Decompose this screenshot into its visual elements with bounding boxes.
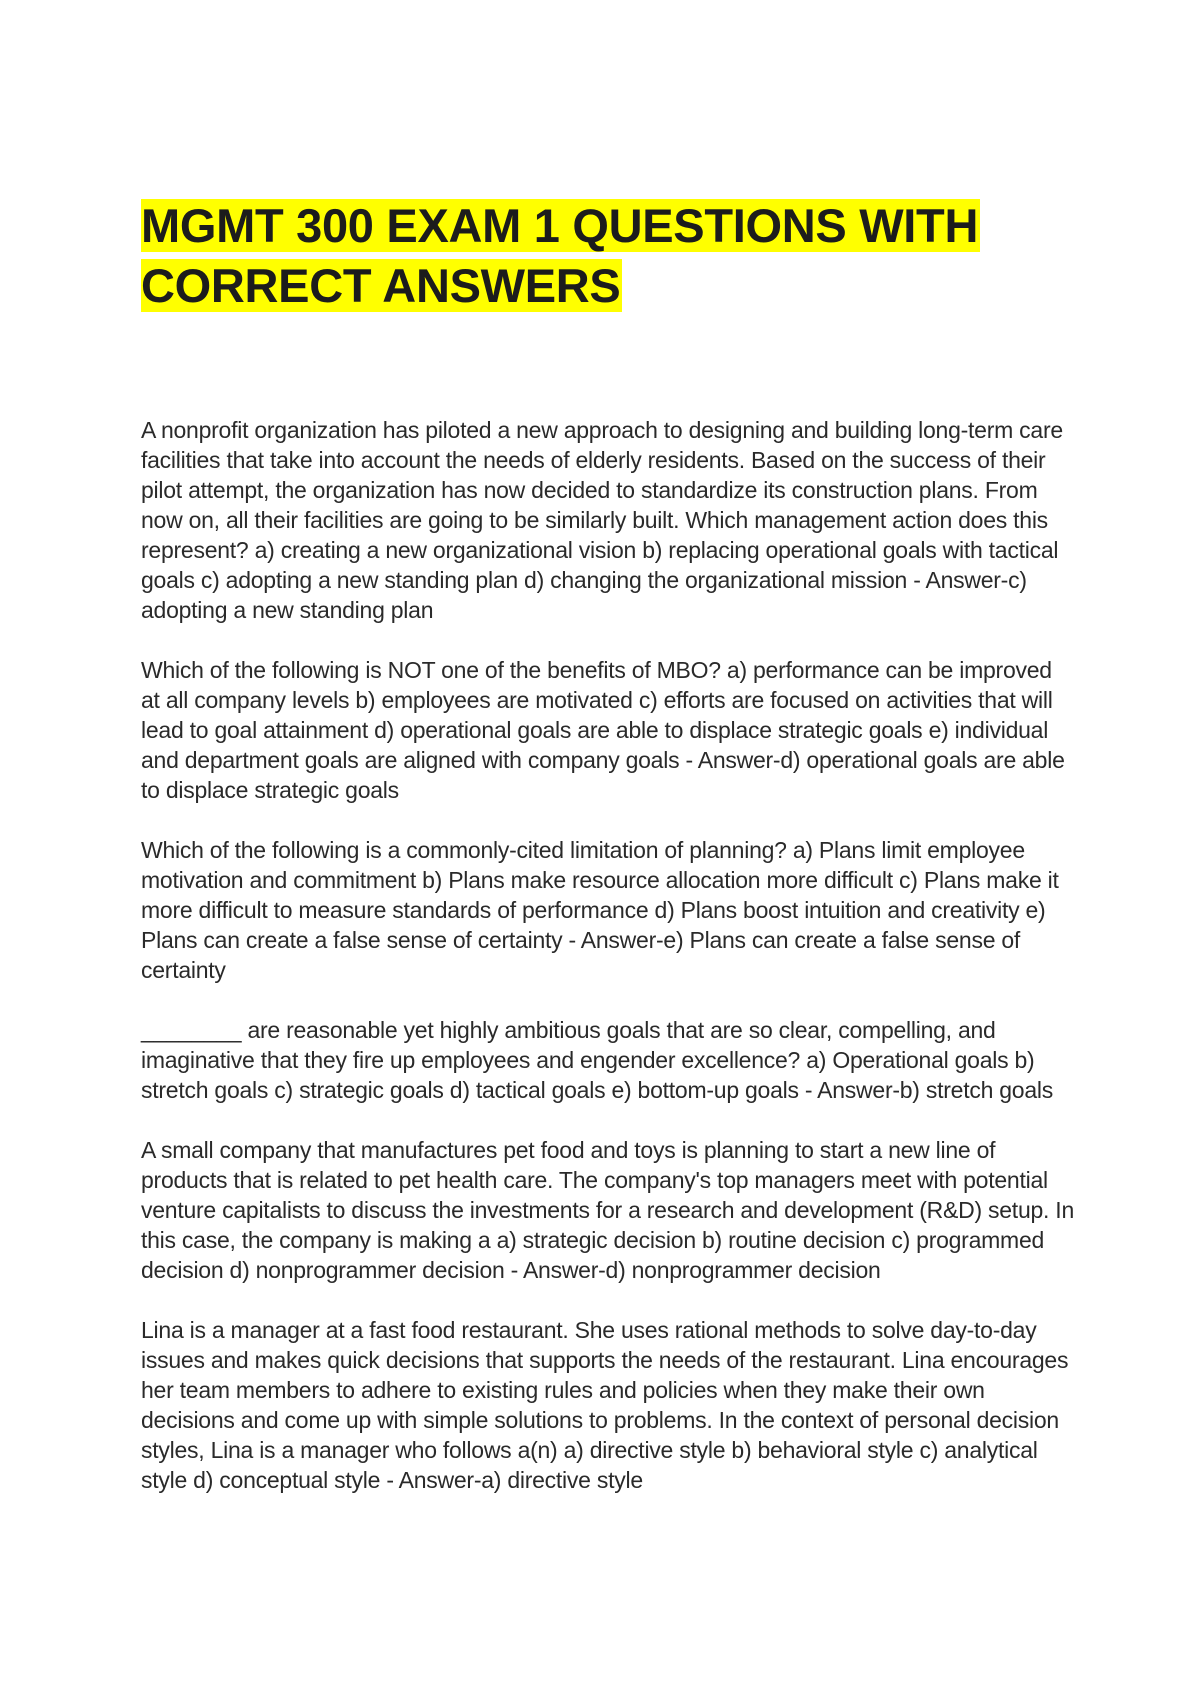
page-title <box>141 196 1101 316</box>
qa-list <box>141 415 1076 1525</box>
qa-item: A nonprofit organization has piloted a new approach to designing and building long-term care facilities that take into account the needs of elderly residents. Based on the success of their pilot attempt, the organization has now decided to standardize its construction plans. From now on, all their facilities are going to be similarly built. Which management action does this represent? a) creating a new organizational vision b) replacing operational goals with tactical goals c) adopting a new standing plan d) changing the organizational mission - Answer-c) adopting a new standing plan <box>141 417 1063 623</box>
qa-item: ________ are reasonable yet highly ambitious goals that are so clear, compelling, and imaginative that they fire up employees and engender excellence? a) Operational goals b) stretch goals c) strategic goals d) tactical goals e) bottom-up goals - Answer-b) stretch goals <box>141 1017 1053 1103</box>
qa-item: Which of the following is NOT one of the benefits of MBO? a) performance can be improved at all company levels b) employees are motivated c) efforts are focused on activities that will lead to goal attainment d) operational goals are able to displace strategic goals e) individual and department goals are aligned with company goals - Answer-d) operational goals are able to displace strategic goals <box>141 657 1065 803</box>
title-highlight: MGMT 300 EXAM 1 QUESTIONS WITH CORRECT ANSWERS <box>141 199 979 312</box>
qa-item: Which of the following is a commonly-cited limitation of planning? a) Plans limit employee motivation and commitment b) Plans make resource allocation more difficult c) Plans make it more difficult to measure standards of performance d) Plans boost intuition and creativity e) Plans can create a false sense of certainty - Answer-e) Plans can create a false sense of certainty <box>141 837 1059 983</box>
qa-item: Lina is a manager at a fast food restaurant. She uses rational methods to solve day-to-day issues and makes quick decisions that supports the needs of the restaurant. Lina encourages her team members to adhere to existing rules and policies when they make their own decisions and come up with simple solutions to problems. In the context of personal decision styles, Lina is a manager who follows a(n) a) directive style b) behavioral style c) analytical style d) conceptual style - Answer-a) directive style <box>141 1317 1069 1493</box>
qa-item: A small company that manufactures pet food and toys is planning to start a new line of products that is related to pet health care. The company's top managers meet with potential venture capitalists to discuss the investments for a research and development (R&D) setup. In this case, the company is making a a) strategic decision b) routine decision c) programmed decision d) nonprogrammer decision - Answer-d) nonprogrammer decision <box>141 1137 1074 1283</box>
